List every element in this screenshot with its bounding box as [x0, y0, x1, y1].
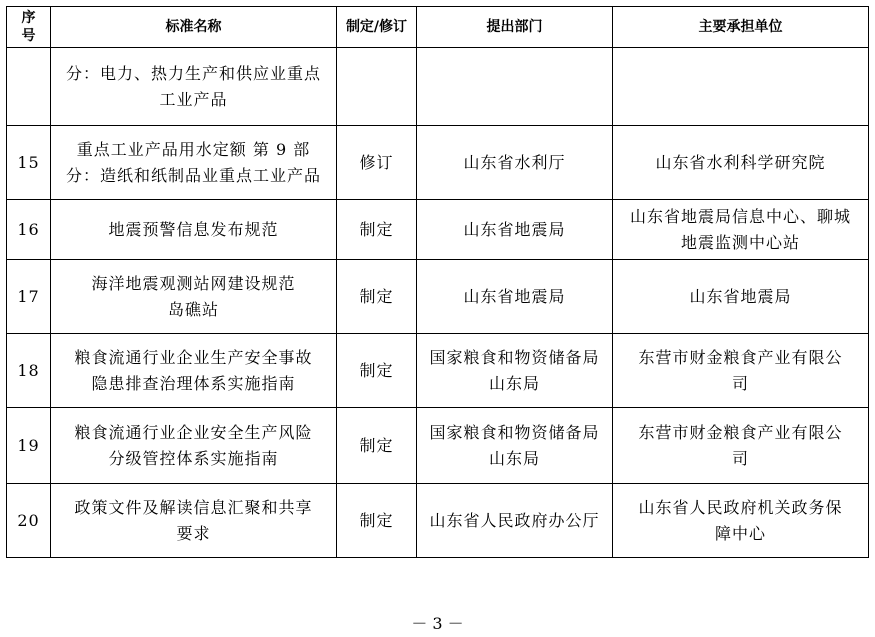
cell-proposing-department — [417, 126, 613, 200]
cell-proposing-department — [417, 48, 613, 126]
cell-proposing-department — [417, 200, 613, 260]
unit-line: 山东省人民政府机关政务保 — [638, 497, 843, 517]
standard-name-line: 地震预警信息发布规范 — [108, 219, 279, 239]
unit-line: 司 — [731, 373, 749, 393]
standard-name-line: 分级管控体系实施指南 — [108, 448, 279, 468]
table-row — [7, 126, 869, 200]
cell-formulate-revise: 制定 — [337, 200, 417, 260]
cell-standard-name — [51, 48, 337, 126]
cell-serial-number: 15 — [7, 126, 51, 200]
cell-serial-number: 16 — [7, 200, 51, 260]
unit-line: 山东省地震局 — [689, 286, 792, 306]
cell-main-undertaking-unit — [613, 334, 869, 408]
standard-name-line: 工业产品 — [159, 89, 228, 109]
department-line: 山东省人民政府办公厅 — [429, 510, 600, 530]
cell-standard-name — [51, 408, 337, 484]
header-serial-number: 序号 — [7, 7, 51, 48]
cell-proposing-department — [417, 484, 613, 558]
cell-formulate-revise: 制定 — [337, 408, 417, 484]
cell-proposing-department — [417, 260, 613, 334]
standard-name-line: 政策文件及解读信息汇聚和共享 — [74, 497, 313, 517]
unit-line: 山东省水利科学研究院 — [655, 152, 826, 172]
standard-name-line: 海洋地震观测站网建设规范 — [91, 273, 296, 293]
standard-name-line: 粮食流通行业企业生产安全事故 — [74, 347, 313, 367]
standard-name-line: 分：造纸和纸制品业重点工业产品 — [65, 165, 321, 185]
cell-main-undertaking-unit — [613, 408, 869, 484]
standard-name-line: 分：电力、热力生产和供应业重点 — [65, 63, 321, 83]
cell-main-undertaking-unit — [613, 484, 869, 558]
cell-formulate-revise: 修订 — [337, 126, 417, 200]
cell-main-undertaking-unit — [613, 126, 869, 200]
cell-standard-name — [51, 484, 337, 558]
cell-proposing-department — [417, 408, 613, 484]
standard-name-line: 重点工业产品用水定额 第 9 部 — [76, 139, 311, 159]
department-line: 山东局 — [488, 373, 540, 393]
department-line: 国家粮食和物资储备局 — [429, 422, 600, 442]
cell-main-undertaking-unit — [613, 48, 869, 126]
header-standard-name: 标准名称 — [51, 7, 337, 48]
table-row — [7, 408, 869, 484]
cell-main-undertaking-unit — [613, 260, 869, 334]
department-line: 山东局 — [488, 448, 540, 468]
cell-serial-number: 20 — [7, 484, 51, 558]
table-row — [7, 260, 869, 334]
standard-name-line: 隐患排查治理体系实施指南 — [91, 373, 296, 393]
cell-serial-number — [7, 48, 51, 126]
standard-name-line: 岛礁站 — [167, 299, 219, 319]
department-line: 山东省地震局 — [463, 219, 566, 239]
table-row — [7, 484, 869, 558]
table-header-row — [7, 7, 869, 48]
cell-standard-name — [51, 200, 337, 260]
department-line: 山东省水利厅 — [463, 152, 566, 172]
table-row — [7, 200, 869, 260]
page-number: － 3 － — [411, 614, 464, 633]
unit-line: 山东省地震局信息中心、聊城 — [629, 206, 851, 226]
cell-serial-number: 18 — [7, 334, 51, 408]
cell-formulate-revise: 制定 — [337, 334, 417, 408]
standard-name-line: 粮食流通行业企业安全生产风险 — [74, 422, 313, 442]
cell-serial-number: 19 — [7, 408, 51, 484]
department-line: 山东省地震局 — [463, 286, 566, 306]
cell-formulate-revise — [337, 48, 417, 126]
header-main-undertaking-unit: 主要承担单位 — [613, 7, 869, 48]
cell-formulate-revise: 制定 — [337, 484, 417, 558]
unit-line: 司 — [731, 448, 749, 468]
table-row — [7, 48, 869, 126]
unit-line: 东营市财金粮食产业有限公 — [638, 347, 843, 367]
cell-main-undertaking-unit — [613, 200, 869, 260]
department-line: 国家粮食和物资储备局 — [429, 347, 600, 367]
cell-standard-name — [51, 126, 337, 200]
cell-serial-number: 17 — [7, 260, 51, 334]
table-row — [7, 334, 869, 408]
header-formulate-revise: 制定/修订 — [337, 7, 417, 48]
standards-table — [6, 6, 869, 558]
unit-line: 地震监测中心站 — [680, 232, 800, 252]
unit-line: 障中心 — [714, 523, 766, 543]
unit-line: 东营市财金粮食产业有限公 — [638, 422, 843, 442]
cell-standard-name — [51, 334, 337, 408]
cell-standard-name — [51, 260, 337, 334]
cell-proposing-department — [417, 334, 613, 408]
header-proposing-department: 提出部门 — [417, 7, 613, 48]
standard-name-line: 要求 — [176, 523, 211, 543]
cell-formulate-revise: 制定 — [337, 260, 417, 334]
